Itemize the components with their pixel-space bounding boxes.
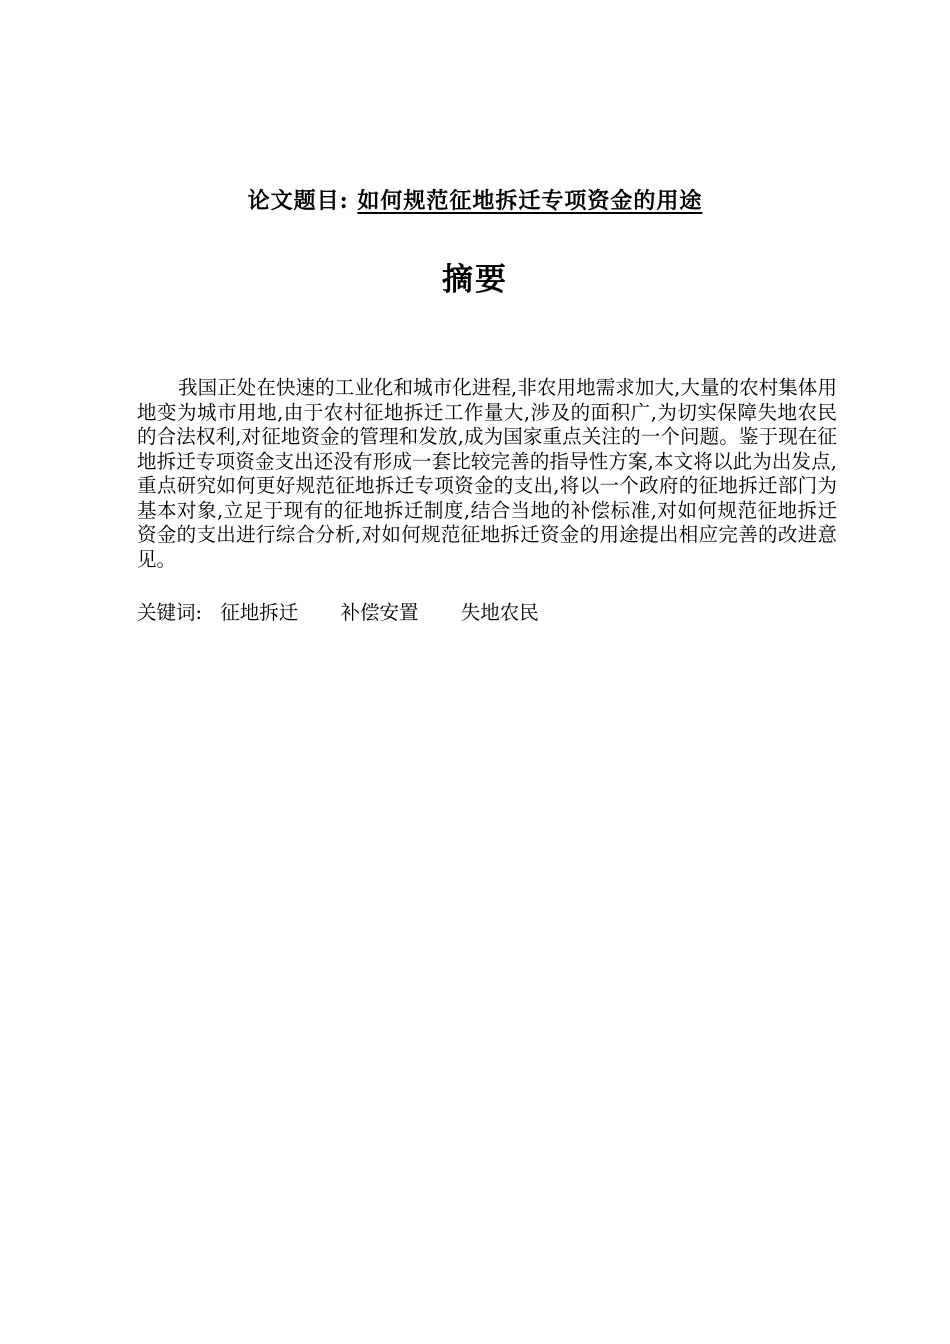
thesis-title-value: 如何规范征地拆迁专项资金的用途 [357,188,703,214]
keyword-item: 征地拆迁 [220,601,299,624]
thesis-title-label: 论文题目: [247,188,349,214]
keywords-label: 关键词: [137,601,203,624]
keyword-item: 补偿安置 [340,601,419,624]
keyword-item: 失地农民 [460,601,539,624]
abstract-body: 我国正处在快速的工业化和城市化进程,非农用地需求加大,大量的农村集体用地变为城市用地,由于农村征地拆迁工作量大,涉及的面积广,为切实保障失地农民的合法权利,对征地资金的管理和发放,成为国家重点关注的一个问题。鉴于现在征地拆迁专项资金支出还没有形成一套比较完善的指导性方案,本文将以此为出发点,重点研究如何更好规范征地拆迁专项资金的支出,将以一个政府的征地拆迁部门为基本对象,立足于现有的征地拆迁制度,结合当地的补偿标准,对如何规范征地拆迁资金的支出进行综合分析,对如何规范征地拆迁资金的用途提出相应完善的改进意见。 [137,376,837,571]
abstract-heading: 摘要 [442,262,508,298]
thesis-title [0,184,950,215]
keywords-line [137,601,837,626]
